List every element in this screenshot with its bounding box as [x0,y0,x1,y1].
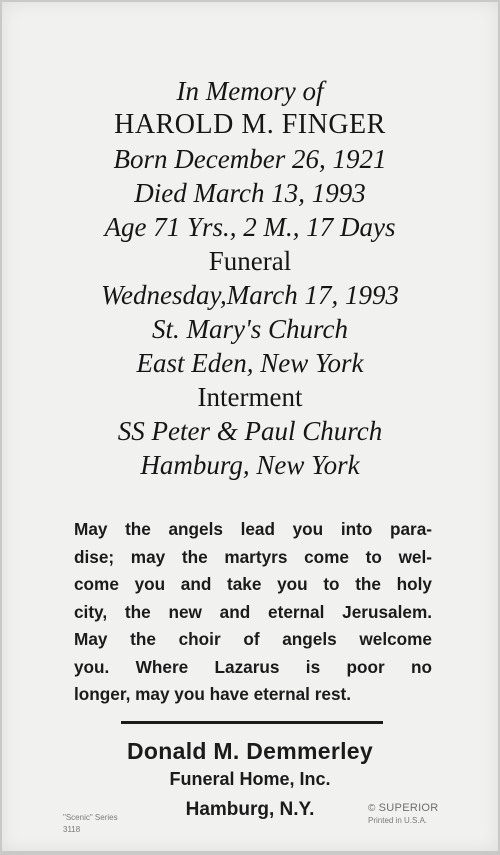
deceased-name: HAROLD M. FINGER [114,109,386,140]
interment-church: SS Peter & Paul Church [117,416,383,446]
funeral-home-name: Donald M. Demmerley [127,738,373,764]
prayer-line: longer, may you have eternal rest. [74,684,352,704]
memorial-card [2,2,498,851]
publisher-brand: SUPERIOR [378,802,439,814]
series-number: 3118 [63,825,81,834]
birth-date: Born December 26, 1921 [113,144,387,174]
publisher-logo [368,802,439,815]
funeral-heading: Funeral [208,246,292,276]
interment-town: Hamburg, New York [140,450,360,480]
prayer-line: May the angels lead you into para- [74,519,432,539]
memorial-text-block [2,74,498,482]
divider-rule [121,721,383,724]
prayer-line: city, the new and eternal Jerusalem. [74,601,432,622]
prayer-line: dise; may the martyrs come to wel- [74,546,432,567]
prayer-line: May the choir of angels welcome [74,629,432,649]
funeral-church: St. Mary's Church [151,314,348,344]
interment-heading: Interment [197,382,303,412]
funeral-home-type: Funeral Home, Inc. [169,769,331,789]
age-at-death: Age 71 Yrs., 2 M., 17 Days [104,212,396,242]
printed-in-label: Printed in U.S.A. [368,816,428,825]
prayer-line: you. Where Lazarus is poor no [74,656,432,677]
death-date: Died March 13, 1993 [134,178,366,208]
funeral-town: East Eden, New York [136,348,364,378]
prayer-line: come you and take you to the holy [74,574,432,594]
funeral-date: Wednesday,March 17, 1993 [101,280,399,310]
in-memory-heading: In Memory of [176,76,324,106]
series-label: "Scenic" Series [63,813,118,822]
series-imprint [63,812,118,836]
copyright-symbol: © [368,803,376,814]
prayer-verse [74,516,432,709]
funeral-home-city: Hamburg, N.Y. [185,799,315,820]
publisher-imprint [368,802,439,827]
